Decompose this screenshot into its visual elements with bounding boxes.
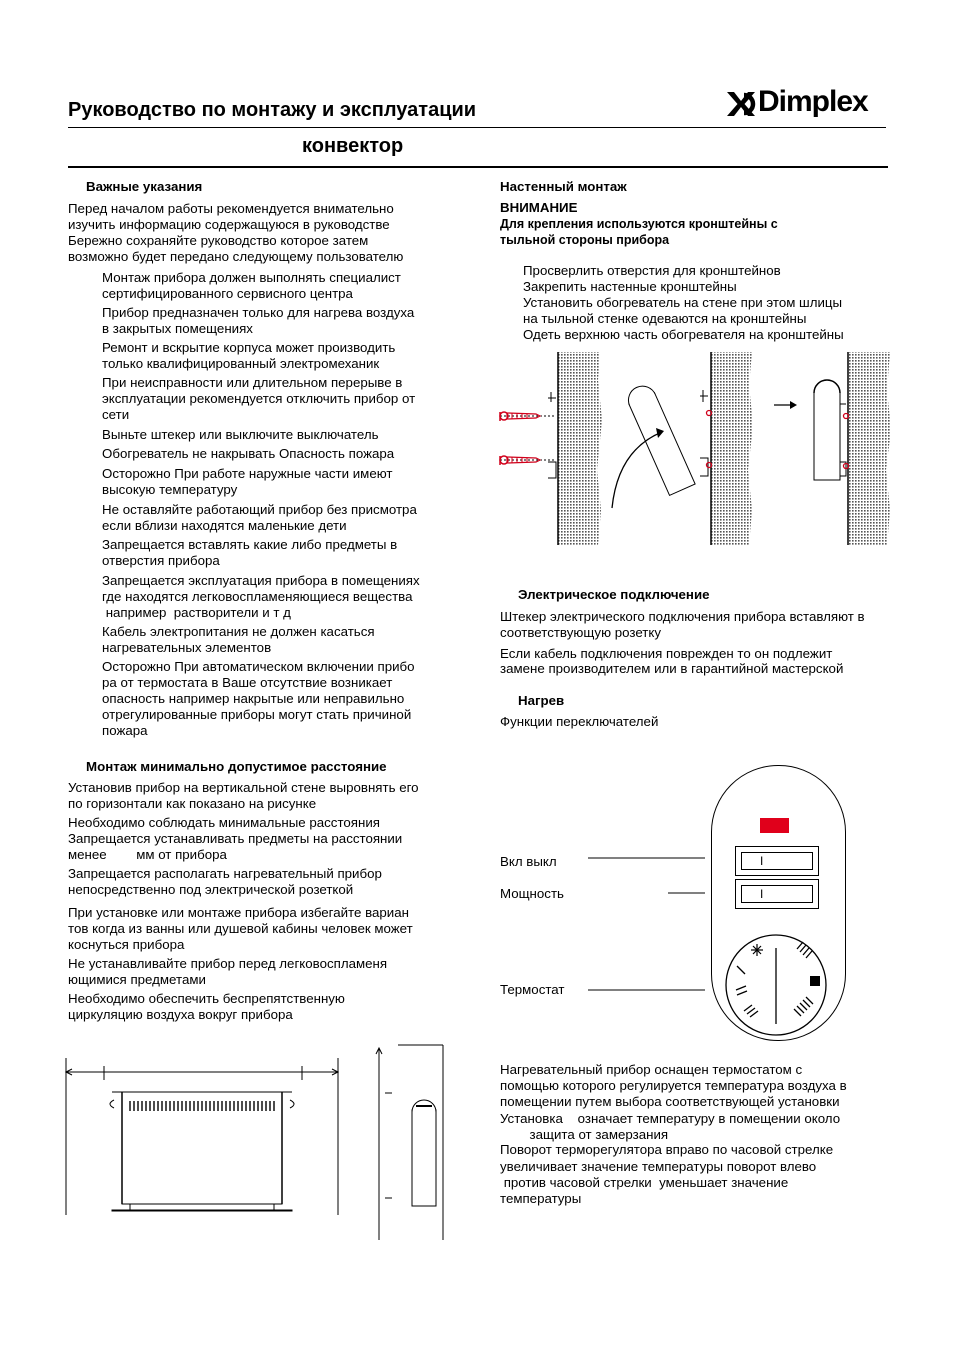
page-subtitle: конвектор [302,135,404,157]
important-intro-4: возможно будет передано следующему пользователю [68,249,404,264]
important-intro-1: Перед началом работы рекомендуется внимательно [68,201,394,216]
mounting-text: непосредственно под электрической розеткой [68,882,354,897]
wall-heading: Настенный монтаж [500,179,627,194]
important-item-text: опасность например накрытые или неправильно [102,691,405,706]
mounting-text: по горизонтали как показано на рисунке [68,796,317,811]
heating-text: защита от замерзания [500,1127,669,1142]
important-item-text: Обогреватель не накрывать Опасность пожара [102,446,395,461]
important-item-text: отверстия прибора [102,553,220,568]
important-item-text: сети [102,407,130,422]
important-item-text: Осторожно При работе наружные части имеют [102,466,393,481]
heating-text: Нагревательный прибор оснащен термостатом с [500,1062,803,1077]
important-item-text: сертифицированного сервисного центра [102,286,353,301]
electric-text: соответствующую розетку [500,625,661,640]
wall-step: Просверлить отверстия для кронштейнов [523,263,781,278]
wall-step: Установить обогреватель на стене при этом шлицы [523,295,843,310]
important-item-text: пожара [102,723,148,738]
important-item-text: если вблизи находятся маленькие дети [102,518,347,533]
mounting-text: тов когда из ванны или душевой кабины человек может [68,921,413,936]
power-switch-mark: I [760,887,764,901]
mounting-text: Необходимо соблюдать минимальные расстояния [68,815,380,830]
important-item-text: где находятся легковоспламеняющиеся вещества [102,589,413,604]
important-item-text: Запрещается вставлять какие либо предметы в [102,537,398,552]
wall-step: на тыльной стенке одеваются на кронштейны [523,311,807,326]
onoff-label: Вкл выкл [500,854,557,869]
important-item-text: высокую температуру [102,482,238,497]
important-item-text: Осторожно При автоматическом включении прибо [102,659,415,674]
electric-text: Штекер электрического подключения прибора вставляют в [500,609,865,624]
dimplex-logo-text: Dimplex [758,85,868,118]
heating-text: Поворот терморегулятора вправо по часовой стрелке [500,1142,834,1157]
mounting-text: коснуться прибора [68,937,185,952]
important-item-text: эксплуатации рекомендуется отключить прибор от [102,391,416,406]
important-item-text: ра от термостата в Ваше отсутствие возникает [102,675,393,690]
important-item-text: только квалифицированный электромеханик [102,356,380,371]
wall-step: Закрепить настенные кронштейны [523,279,737,294]
important-heading: Важные указания [86,179,203,194]
important-item-text: При неисправности или длительном перерыве в [102,375,403,390]
mounting-text: ющимися предметами [68,972,206,987]
important-item-text: Запрещается эксплуатация прибора в помещениях [102,573,420,588]
mounting-text: Установив прибор на вертикальной стене выровнять его [68,780,419,795]
important-item-text: Прибор предназначен только для нагрева воздуха [102,305,415,320]
electric-text: замене производителем или в гарантийной мастерской [500,661,844,676]
important-item-text: Не оставляйте работающий прибор без присмотра [102,502,417,517]
important-item-text: отрегулированные приборы могут стать причиной [102,707,412,722]
heating-heading: Нагрев [518,693,565,708]
heating-text: помощью которого регулируется температура воздуха в [500,1078,847,1093]
important-item-text: например растворители и т д [102,605,291,620]
wall-warning-line: тыльной стороны прибора [500,233,670,247]
important-item-text: Монтаж прибора должен выполнять специалист [102,270,401,285]
mounting-text: циркуляцию воздуха вокруг прибора [68,1007,293,1022]
mounting-text: Запрещается располагать нагревательный прибор [68,866,382,881]
heating-text: Установка означает температуру в помещении около [500,1111,841,1126]
wall-step: Одеть верхнюю часть обогревателя на кронштейны [523,327,844,342]
heating-text: против часовой стрелки уменьшает значение [500,1175,789,1190]
mounting-text: При установке или монтаже прибора избегайте вариан [68,905,409,920]
page-title: Руководство по монтажу и эксплуатации [68,99,477,121]
max-mark-icon [810,976,820,986]
onoff-switch-mark: I [760,854,764,868]
important-item-text: Ремонт и вскрытие корпуса может производить [102,340,396,355]
mounting-text: менее мм от прибора [68,847,227,862]
electric-text: Если кабель подключения поврежден то он подлежит [500,646,833,661]
important-intro-3: Бережно сохраняйте руководство которое затем [68,233,369,248]
wall-warning-title: ВНИМАНИЕ [500,200,578,215]
power-label: Мощность [500,886,564,901]
mounting-heading: Монтаж минимально допустимое расстояние [86,759,387,774]
thermostat-label: Термостат [500,982,565,997]
heating-subheading: Функции переключателей [500,714,659,729]
important-item-text: Кабель электропитания не должен касаться [102,624,375,639]
important-item-text: Выньте штекер или выключите выключатель [102,427,379,442]
important-item-text: нагревательных элементов [102,640,272,655]
mounting-text: Запрещается устанавливать предметы на расстоянии [68,831,403,846]
electric-heading: Электрическое подключение [518,587,710,602]
heating-text: помещении путем выбора соответствующей установки [500,1094,840,1109]
heating-text: увеличивает значение температуры поворот влево [500,1159,817,1174]
mounting-text: Необходимо обеспечить беспрепятственную [68,991,345,1006]
mounting-text: Не устанавливайте прибор перед легковоспламеня [68,956,388,971]
important-item-text: в закрытых помещениях [102,321,253,336]
wall-warning-line: Для крепления используются кронштейны с [500,217,778,231]
important-intro-2: изучить информацию содержащуюся в руководстве [68,217,390,232]
heating-text: температуры [500,1191,582,1206]
